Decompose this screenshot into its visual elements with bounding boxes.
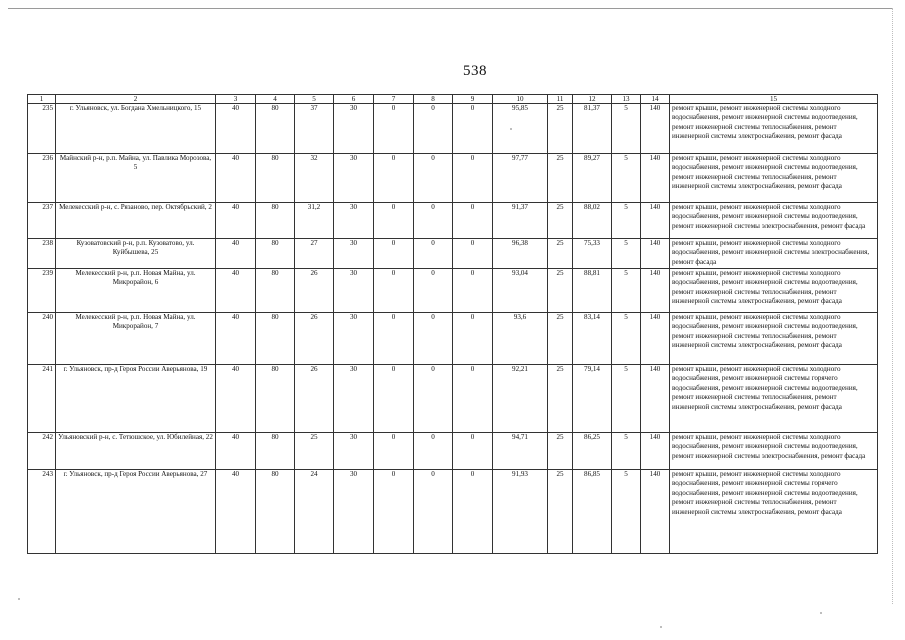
table-row [28,433,878,470]
cell-c12: 79,14 [573,365,612,433]
table-row [28,269,878,313]
cell-c7: 0 [374,269,414,313]
table-row [28,203,878,239]
row-number-cell: 240 [28,313,56,365]
cell-c4: 80 [256,269,295,313]
cell-c10: 92,21 [493,365,548,433]
cell-c5: 24 [295,470,334,554]
cell-c9: 0 [453,313,493,365]
cell-c11: 25 [548,470,573,554]
cell-c4: 80 [256,239,295,269]
cell-c9: 0 [453,365,493,433]
row-number-cell: 243 [28,470,56,554]
works-cell: ремонт крыши, ремонт инженерной системы холодного водоснабжения, ремонт инженерной системы водоотведения, ремонт инженерной системы электроснабжения, ремонт фасада [670,433,878,470]
cell-c6: 30 [334,104,374,154]
cell-c12: 89,27 [573,154,612,203]
cell-c10: 96,38 [493,239,548,269]
table-row [28,470,878,554]
table-row [28,313,878,365]
scan-speck [820,612,822,614]
cell-c10: 91,93 [493,470,548,554]
address-cell: Майнский р-н, р.п. Майна, ул. Павлика Морозова, 5 [56,154,216,203]
cell-c12: 86,85 [573,470,612,554]
cell-c4: 80 [256,104,295,154]
table-row [28,154,878,203]
cell-c7: 0 [374,239,414,269]
cell-c8: 0 [414,470,453,554]
row-number-cell: 238 [28,239,56,269]
header-cell-3: 3 [216,95,256,104]
cell-c13: 5 [612,470,641,554]
cell-c6: 30 [334,470,374,554]
cell-c6: 30 [334,269,374,313]
cell-c3: 40 [216,203,256,239]
cell-c11: 25 [548,269,573,313]
cell-c12: 83,14 [573,313,612,365]
header-cell-1: 1 [28,95,56,104]
cell-c4: 80 [256,154,295,203]
cell-c6: 30 [334,203,374,239]
cell-c9: 0 [453,154,493,203]
cell-c10: 94,71 [493,433,548,470]
cell-c10: 95,85 [493,104,548,154]
cell-c8: 0 [414,313,453,365]
cell-c6: 30 [334,365,374,433]
address-cell: Мелекесский р-н, р.п. Новая Майна, ул. Микрорайон, 7 [56,313,216,365]
cell-c14: 140 [641,269,670,313]
cell-c11: 25 [548,154,573,203]
cell-c13: 5 [612,104,641,154]
address-cell: Мелекесский р-н, р.п. Новая Майна, ул. Микрорайон, 6 [56,269,216,313]
cell-c4: 80 [256,365,295,433]
row-number-cell: 242 [28,433,56,470]
cell-c3: 40 [216,269,256,313]
cell-c7: 0 [374,313,414,365]
cell-c4: 80 [256,203,295,239]
cell-c6: 30 [334,239,374,269]
cell-c8: 0 [414,433,453,470]
header-cell-12: 12 [573,95,612,104]
cell-c13: 5 [612,239,641,269]
cell-c5: 25 [295,433,334,470]
cell-c7: 0 [374,104,414,154]
cell-c13: 5 [612,313,641,365]
cell-c4: 80 [256,313,295,365]
cell-c14: 140 [641,239,670,269]
works-cell: ремонт крыши, ремонт инженерной системы холодного водоснабжения, ремонт инженерной системы горячего водоснабжения, ремонт инженерной системы водоотведения, ремонт инженерной системы теплоснабжения, ремонт инженерной системы электроснабжения, ремонт фасада [670,470,878,554]
cell-c5: 32 [295,154,334,203]
scan-top-edge [8,8,893,9]
cell-c14: 140 [641,365,670,433]
cell-c11: 25 [548,433,573,470]
cell-c4: 80 [256,470,295,554]
address-cell: г. Ульяновск, пр-д Героя России Аверьянова, 19 [56,365,216,433]
works-cell: ремонт крыши, ремонт инженерной системы холодного водоснабжения, ремонт инженерной системы водоотведения, ремонт инженерной системы теплоснабжения, ремонт инженерной системы электроснабжения, ремонт фасада [670,313,878,365]
cell-c12: 86,25 [573,433,612,470]
header-cell-4: 4 [256,95,295,104]
cell-c11: 25 [548,365,573,433]
cell-c3: 40 [216,104,256,154]
header-cell-7: 7 [374,95,414,104]
cell-c13: 5 [612,154,641,203]
cell-c8: 0 [414,203,453,239]
cell-c11: 25 [548,203,573,239]
works-cell: ремонт крыши, ремонт инженерной системы холодного водоснабжения, ремонт инженерной системы горячего водоснабжения, ремонт инженерной системы водоотведения, ремонт инженерной системы теплоснабжения, ремонт инженерной системы электроснабжения, ремонт фасада [670,365,878,433]
address-cell: г. Ульяновск, ул. Богдана Хмельницкого, 15 [56,104,216,154]
cell-c6: 30 [334,433,374,470]
header-cell-15: 15 [670,95,878,104]
table-row [28,239,878,269]
cell-c13: 5 [612,433,641,470]
cell-c9: 0 [453,269,493,313]
address-cell: Кузоватовский р-н, р.п. Кузоватово, ул. Куйбышева, 25 [56,239,216,269]
header-cell-13: 13 [612,95,641,104]
cell-c9: 0 [453,203,493,239]
cell-c9: 0 [453,470,493,554]
scan-speck [660,626,662,628]
cell-c14: 140 [641,104,670,154]
cell-c7: 0 [374,433,414,470]
works-cell: ремонт крыши, ремонт инженерной системы холодного водоснабжения, ремонт инженерной системы водоотведения, ремонт инженерной системы теплоснабжения, ремонт инженерной системы электроснабжения, ремонт фасада [670,104,878,154]
cell-c10: 97,77 [493,154,548,203]
cell-c8: 0 [414,154,453,203]
scan-speck [510,128,512,130]
cell-c8: 0 [414,239,453,269]
cell-c5: 26 [295,269,334,313]
scan-speck [18,598,20,600]
cell-c12: 88,02 [573,203,612,239]
table-body [28,95,878,554]
row-number-cell: 235 [28,104,56,154]
header-row [28,95,878,104]
cell-c13: 5 [612,365,641,433]
cell-c4: 80 [256,433,295,470]
cell-c5: 26 [295,365,334,433]
cell-c6: 30 [334,154,374,203]
cell-c14: 140 [641,203,670,239]
cell-c3: 40 [216,470,256,554]
cell-c3: 40 [216,313,256,365]
works-cell: ремонт крыши, ремонт инженерной системы холодного водоснабжения, ремонт инженерной системы водоотведения, ремонт инженерной системы теплоснабжения, ремонт инженерной системы электроснабжения, ремонт фасада [670,154,878,203]
address-cell: г. Ульяновск, пр-д Героя России Аверьянова, 27 [56,470,216,554]
header-cell-10: 10 [493,95,548,104]
row-number-cell: 239 [28,269,56,313]
cell-c14: 140 [641,154,670,203]
header-cell-9: 9 [453,95,493,104]
header-cell-2: 2 [56,95,216,104]
works-cell: ремонт крыши, ремонт инженерной системы холодного водоснабжения, ремонт инженерной системы водоотведения, ремонт инженерной системы электроснабжения, ремонт фасада [670,203,878,239]
address-cell: Мелекесский р-н, с. Рязаново, пер. Октябрьский, 2 [56,203,216,239]
cell-c6: 30 [334,313,374,365]
header-cell-5: 5 [295,95,334,104]
cell-c11: 25 [548,313,573,365]
cell-c12: 81,37 [573,104,612,154]
cell-c14: 140 [641,470,670,554]
page-number: 538 [463,63,487,79]
row-number-cell: 241 [28,365,56,433]
cell-c13: 5 [612,269,641,313]
cell-c5: 27 [295,239,334,269]
cell-c3: 40 [216,433,256,470]
cell-c14: 140 [641,433,670,470]
address-cell: Ульяновский р-н, с. Тетюшское, ул. Юбилейная, 22 [56,433,216,470]
row-number-cell: 237 [28,203,56,239]
cell-c5: 26 [295,313,334,365]
header-cell-11: 11 [548,95,573,104]
cell-c10: 93,6 [493,313,548,365]
cell-c8: 0 [414,365,453,433]
cell-c9: 0 [453,239,493,269]
cell-c10: 93,04 [493,269,548,313]
cell-c3: 40 [216,154,256,203]
table-row [28,104,878,154]
cell-c11: 25 [548,239,573,269]
cell-c9: 0 [453,433,493,470]
cell-c7: 0 [374,470,414,554]
cell-c3: 40 [216,239,256,269]
cell-c11: 25 [548,104,573,154]
header-cell-6: 6 [334,95,374,104]
table-row [28,365,878,433]
cell-c8: 0 [414,104,453,154]
cell-c12: 88,81 [573,269,612,313]
cell-c3: 40 [216,365,256,433]
row-number-cell: 236 [28,154,56,203]
cell-c7: 0 [374,365,414,433]
cell-c13: 5 [612,203,641,239]
cell-c7: 0 [374,203,414,239]
cell-c8: 0 [414,269,453,313]
repair-table [27,94,878,554]
works-cell: ремонт крыши, ремонт инженерной системы холодного водоснабжения, ремонт инженерной системы электроснабжения, ремонт фасада [670,239,878,269]
cell-c10: 91,37 [493,203,548,239]
cell-c5: 31,2 [295,203,334,239]
cell-c7: 0 [374,154,414,203]
header-cell-8: 8 [414,95,453,104]
cell-c9: 0 [453,104,493,154]
header-cell-14: 14 [641,95,670,104]
works-cell: ремонт крыши, ремонт инженерной системы холодного водоснабжения, ремонт инженерной системы водоотведения, ремонт инженерной системы теплоснабжения, ремонт инженерной системы электроснабжения, ремонт фасада [670,269,878,313]
cell-c12: 75,33 [573,239,612,269]
cell-c5: 37 [295,104,334,154]
cell-c14: 140 [641,313,670,365]
scan-right-edge [892,8,893,604]
